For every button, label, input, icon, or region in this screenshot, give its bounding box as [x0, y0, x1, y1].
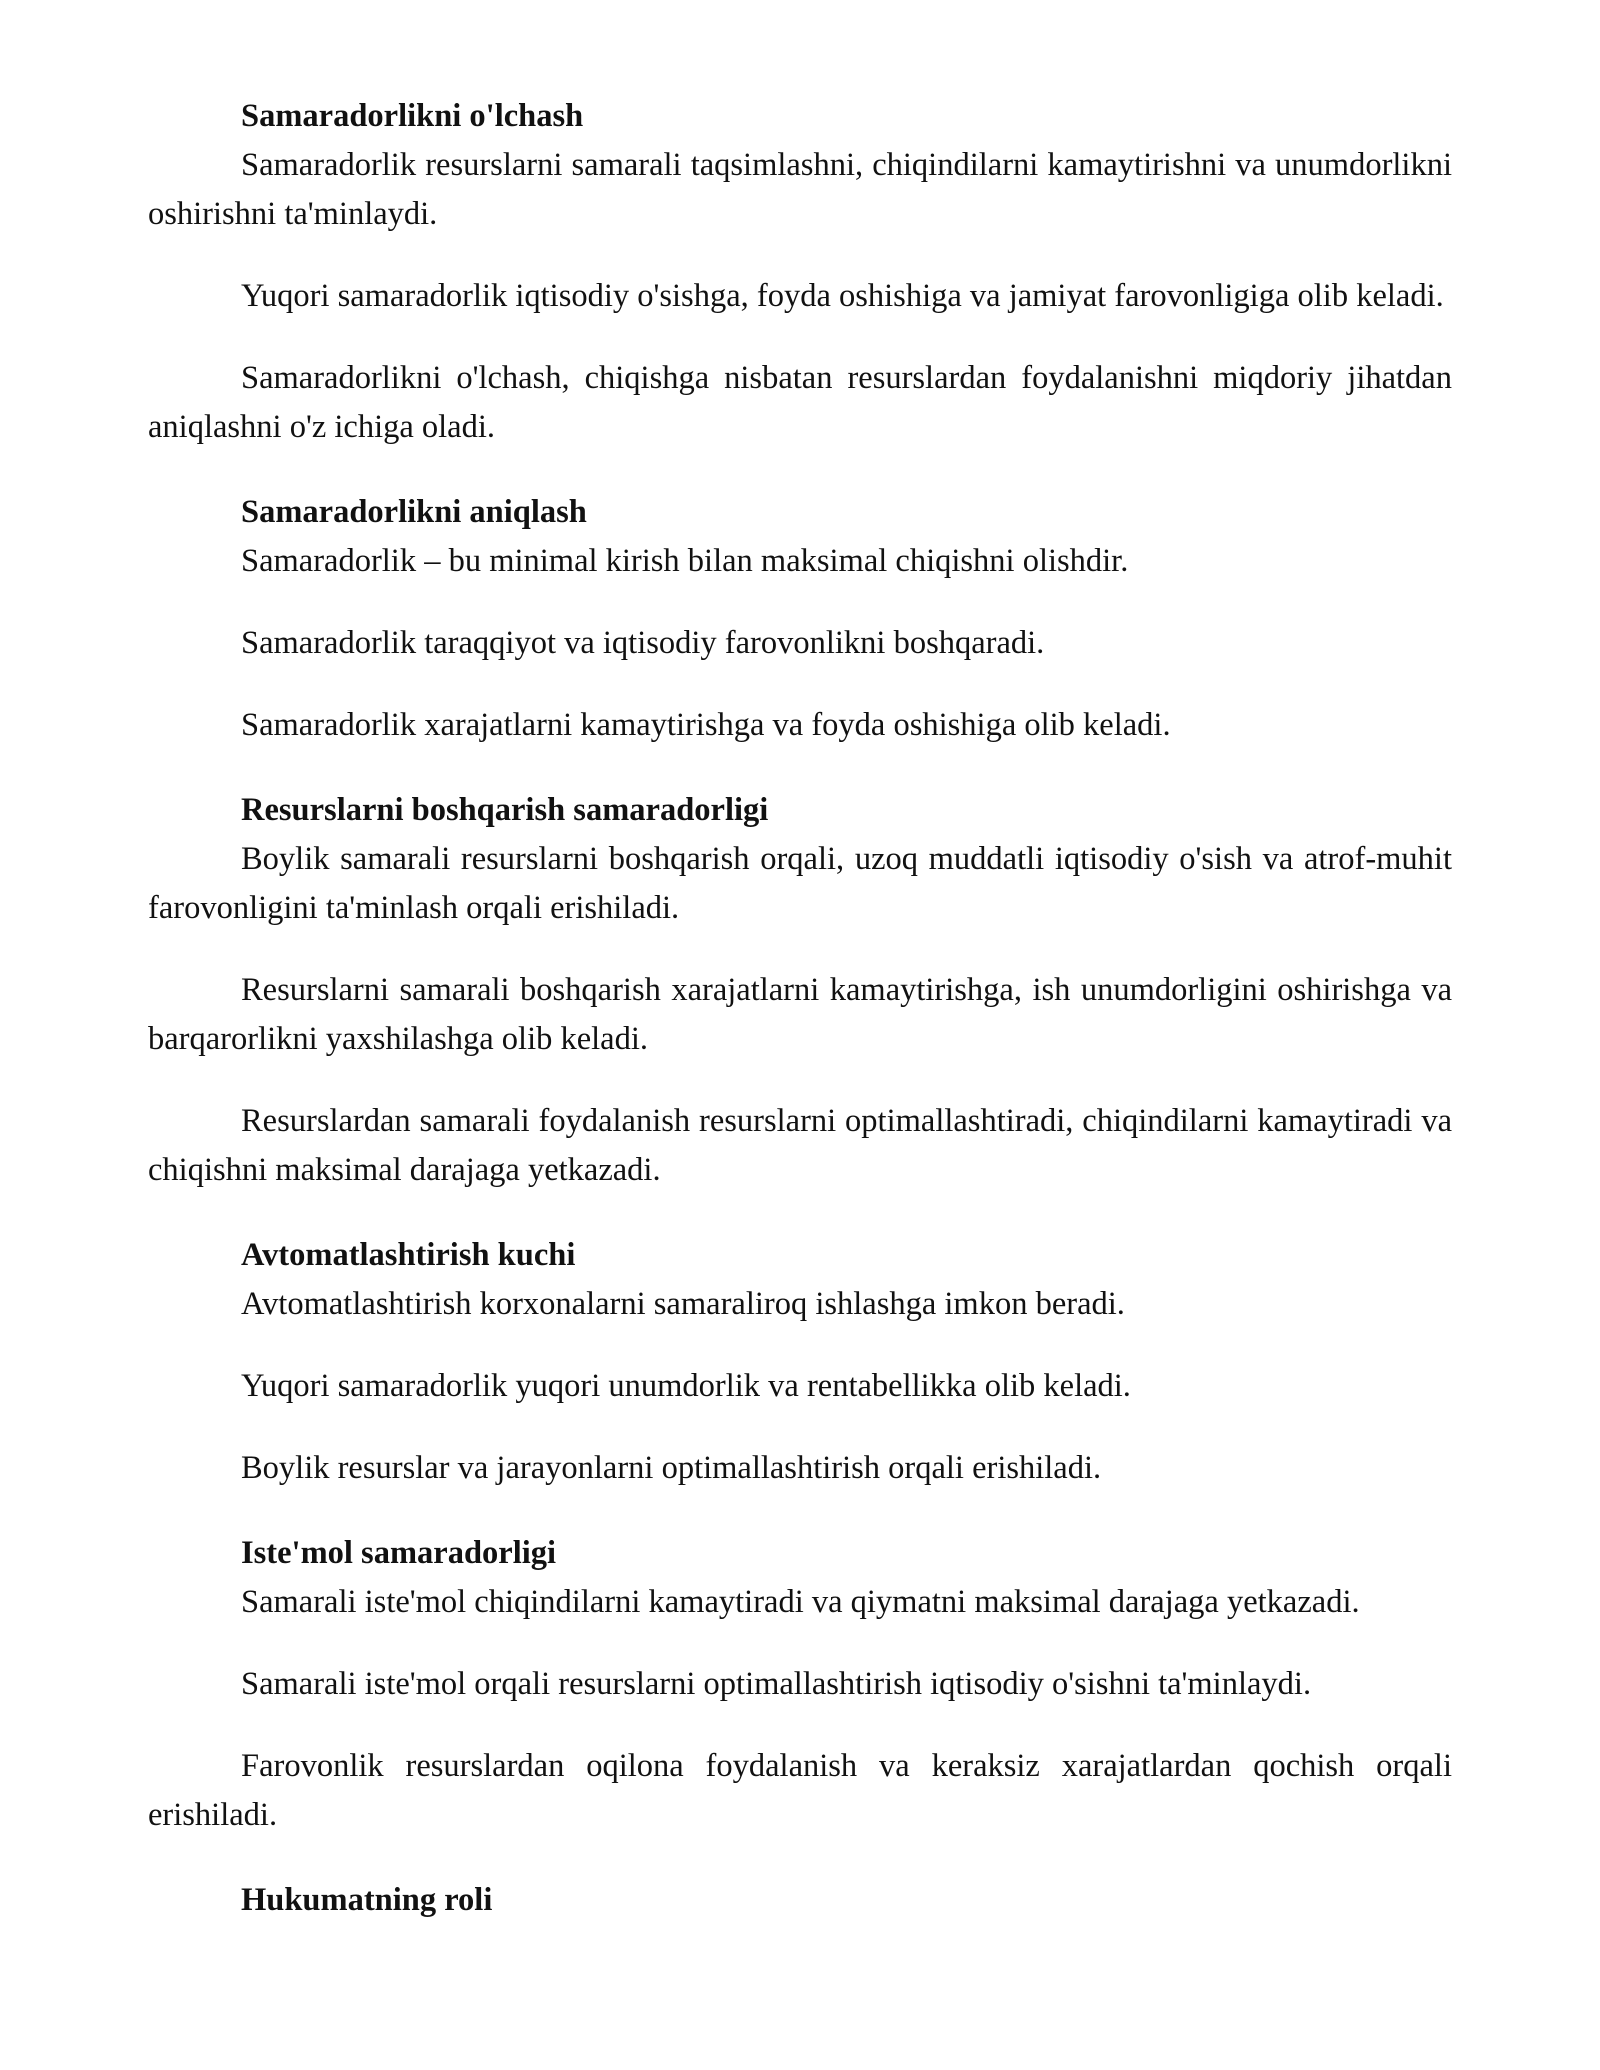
section-resurslarni-boshqarish [148, 786, 1452, 1195]
section-istemol-samaradorligi [148, 1529, 1452, 1840]
paragraph: Samarali iste'mol orqali resurslarni optimallashtirish iqtisodiy o'sishni ta'minlaydi. [241, 1666, 1312, 1702]
paragraph: Farovonlik resurslardan oqilona foydalanish va keraksiz xarajatlardan qochish orqali erishiladi. [148, 1748, 1452, 1833]
section-samaradorlikni-olchash [148, 92, 1452, 452]
paragraph: Samaradorlik resurslarni samarali taqsimlashni, chiqindilarni kamaytirishni va unumdorlikni oshirishni ta'minlaydi. [148, 147, 1452, 232]
paragraph: Samaradorlik taraqqiyot va iqtisodiy farovonlikni boshqaradi. [241, 625, 1045, 661]
paragraph: Samarali iste'mol chiqindilarni kamaytiradi va qiymatni maksimal darajaga yetkazadi. [241, 1584, 1360, 1620]
section-samaradorlikni-aniqlash [148, 488, 1452, 750]
paragraph: Samaradorlikni o'lchash, chiqishga nisbatan resurslardan foydalanishni miqdoriy jihatdan aniqlashni o'z ichiga oladi. [148, 360, 1452, 445]
section-avtomatlashtirish-kuchi [148, 1231, 1452, 1493]
section-heading: Resurslarni boshqarish samaradorligi [241, 792, 769, 828]
paragraph: Resurslarni samarali boshqarish xarajatlarni kamaytirishga, ish unumdorligini oshirishga va barqarorlikni yaxshilashga olib keladi. [148, 972, 1452, 1057]
paragraph: Yuqori samaradorlik iqtisodiy o'sishga, foyda oshishiga va jamiyat farovonligiga olib keladi. [241, 278, 1444, 314]
paragraph: Yuqori samaradorlik yuqori unumdorlik va rentabellikka olib keladi. [241, 1368, 1131, 1404]
paragraph: Samaradorlik – bu minimal kirish bilan maksimal chiqishni olishdir. [241, 543, 1129, 579]
section-heading: Samaradorlikni aniqlash [241, 494, 587, 530]
paragraph: Boylik resurslar va jarayonlarni optimallashtirish orqali erishiladi. [241, 1450, 1102, 1486]
section-heading: Iste'mol samaradorligi [241, 1535, 557, 1571]
paragraph: Boylik samarali resurslarni boshqarish orqali, uzoq muddatli iqtisodiy o'sish va atrof-muhit farovonligini ta'minlash orqali erishiladi. [148, 841, 1452, 926]
paragraph: Avtomatlashtirish korxonalarni samaraliroq ishlashga imkon beradi. [241, 1286, 1125, 1322]
section-heading: Hukumatning roli [241, 1882, 493, 1918]
section-heading: Samaradorlikni o'lchash [241, 98, 584, 134]
paragraph: Samaradorlik xarajatlarni kamaytirishga va foyda oshishiga olib keladi. [241, 707, 1171, 743]
section-heading: Avtomatlashtirish kuchi [241, 1237, 576, 1273]
document-page [148, 92, 1452, 1961]
section-hukumatning-roli [148, 1876, 1452, 1925]
paragraph: Resurslardan samarali foydalanish resurslarni optimallashtiradi, chiqindilarni kamaytiradi va chiqishni maksimal darajaga yetkazadi. [148, 1103, 1452, 1188]
